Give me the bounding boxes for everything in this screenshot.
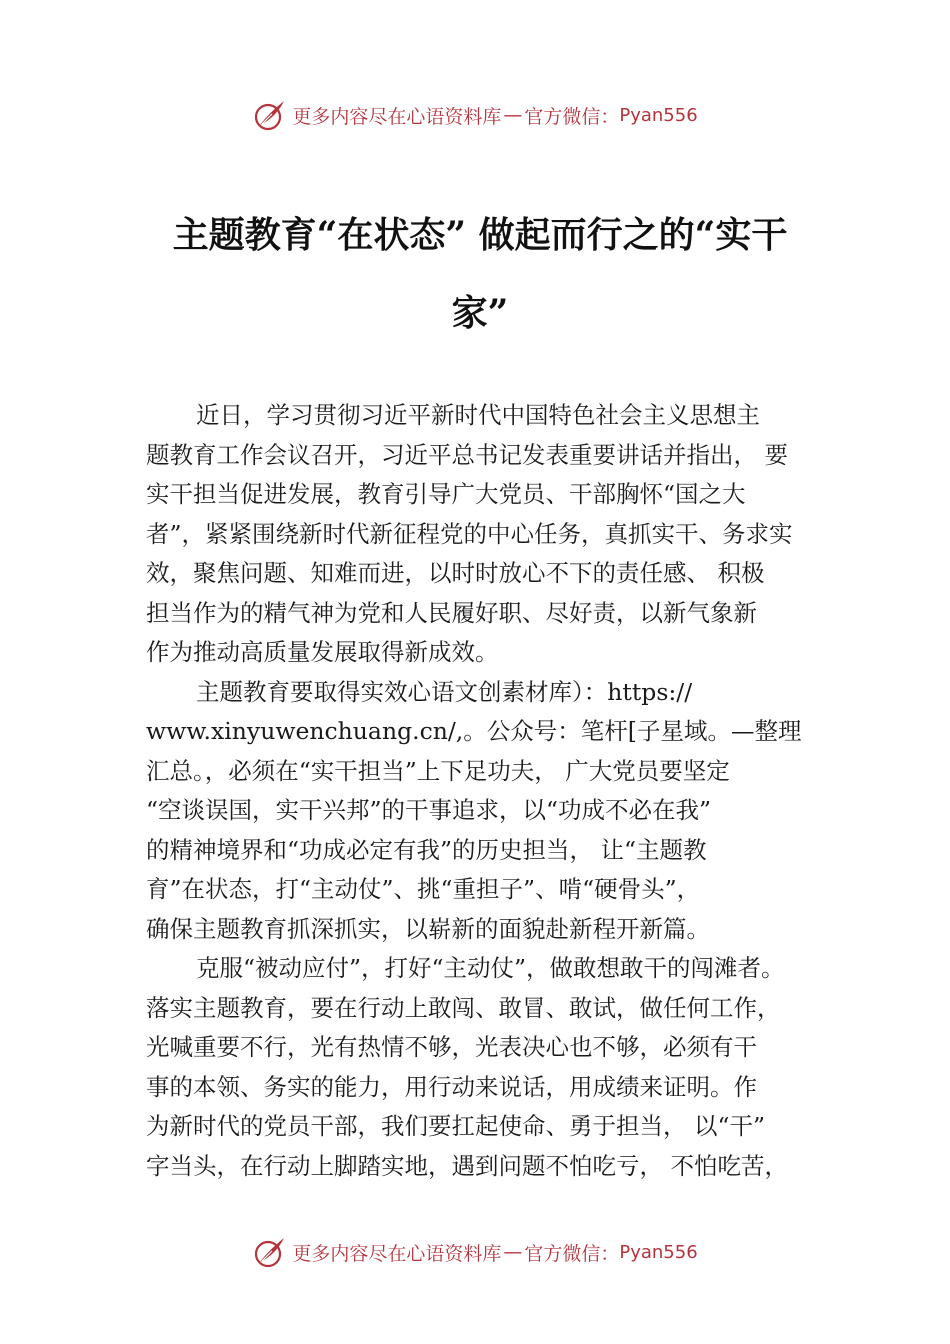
header-banner (0, 95, 950, 135)
banner-text: 更多内容尽在心语资料库 (292, 105, 502, 128)
document-body (146, 396, 836, 1186)
text-line: 担当作为的精气神为党和人民履好职、尽好责，以新气象新 (146, 598, 757, 627)
paragraph (146, 949, 836, 1186)
banner-wechat-id: Pyan556 (619, 1241, 698, 1263)
banner-separator: — (503, 1241, 523, 1263)
banner-wechat-id: Pyan556 (619, 104, 698, 126)
paragraph (146, 396, 836, 673)
quill-logo-icon (252, 97, 288, 133)
banner-text: 更多内容尽在心语资料库 (292, 1242, 502, 1265)
text-line: 实干担当促进发展，教育引导广大党员、干部胸怀“国之大 (146, 480, 746, 508)
paragraph (146, 673, 836, 950)
text-line: 育”在状态，打“主动仗”、挑“重担子”、啃“硬骨头”， (146, 875, 701, 903)
text-line: “空谈误国，实干兴邦”的干事追求，以“功成不必在我” (146, 796, 712, 824)
text-line: 题教育工作会议召开，习近平总书记发表重要讲话并指出， 要 (146, 440, 788, 469)
text-line: 为新时代的党员干部，我们要扛起使命、勇于担当， 以“干” (146, 1112, 765, 1140)
text-line: 字当头，在行动上脚踏实地，遇到问题不怕吃亏， 不怕吃苦， (146, 1151, 788, 1180)
quill-logo-icon (252, 1234, 288, 1270)
text-line: 事的本领、务实的能力，用行动来说话，用成绩来证明。作 (146, 1072, 757, 1101)
text-line: 作为推动高质量发展取得新成效。 (146, 638, 499, 666)
text-line: www.xinyuwenchuang.cn/,。公众号：笔杆[子星域。—整理 (146, 717, 802, 745)
text-line: 效，聚焦问题、知难而进，以时时放心不下的责任感、 积极 (146, 559, 765, 587)
title-line: 家” (451, 292, 509, 334)
banner-separator: — (503, 104, 523, 126)
text-line: 确保主题教育抓深抓实，以崭新的面貌赴新程开新篇。 (146, 914, 710, 943)
text-line: 光喊重要不行，光有热情不够，光表决心也不够，必须有干 (146, 1033, 757, 1061)
footer-banner (0, 1232, 950, 1272)
title-line: 主题教育“在状态” 做起而行之的“实干 (172, 214, 788, 256)
banner-wechat-label: 官方微信： (524, 105, 620, 128)
banner-wechat-label: 官方微信： (524, 1242, 620, 1265)
text-line: 主题教育要取得实效心语文创素材库）：https:// (196, 677, 693, 706)
text-line: 克服“被动应付”，打好“主动仗”，做敢想敢干的闯滩者。 (196, 954, 785, 982)
text-line: 汇总。，必须在“实干担当”上下足功夫， 广大党员要坚定 (146, 756, 730, 785)
text-line: 的精神境界和“功成必定有我”的历史担当， 让“主题教 (146, 835, 707, 864)
text-line: 落实主题教育，要在行动上敢闯、敢冒、敢试，做任何工作， (146, 993, 781, 1022)
document-title (140, 196, 820, 352)
text-line: 近日，学习贯彻习近平新时代中国特色社会主义思想主 (196, 401, 760, 429)
text-line: 者”，紧紧围绕新时代新征程党的中心任务，真抓实干、务求实 (146, 519, 793, 548)
